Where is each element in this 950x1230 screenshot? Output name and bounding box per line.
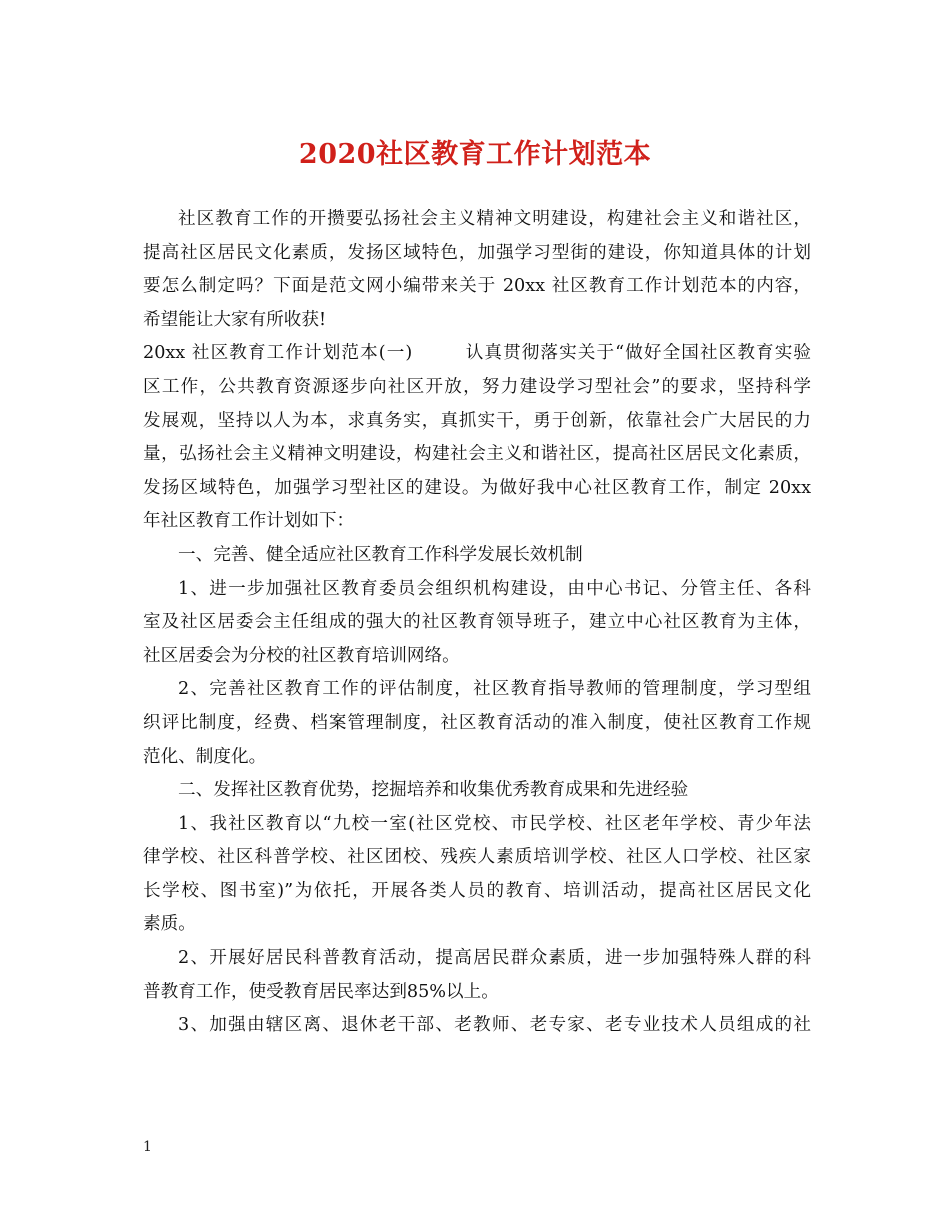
text-line: 2、完善社区教育工作的评估制度，社区教育指导教师的管理制度，学习型组: [178, 679, 811, 700]
text-line: 提高社区居民文化素质，发扬区域特色，加强学习型街的建设，你知道具体的计划: [143, 242, 811, 263]
text-line: 要怎么制定吗？下面是范文网小编带来关于 20xx 社区教育工作计划范本的内容，: [143, 276, 811, 297]
text-line: 室及社区居委会主任组成的强大的社区教育领导班子，建立中心社区教育为主体，: [143, 612, 811, 633]
text-line: 发展观，坚持以人为本，求真务实，真抓实干，勇于创新，依靠社会广大居民的力: [143, 410, 811, 431]
text-line: 长学校、图书室)”为依托，开展各类人员的教育、培训活动，提高社区居民文化: [143, 880, 811, 901]
text-line: 3、加强由辖区离、退休老干部、老教师、老专家、老专业技术人员组成的社: [178, 1015, 811, 1036]
text-line: 希望能让大家有所收获!: [143, 309, 327, 330]
text-line: 二、发挥社区教育优势，挖掘培养和收集优秀教育成果和先进经验: [178, 780, 689, 801]
page-number: 1: [143, 1139, 152, 1155]
text-line: 社区居委会为分校的社区教育培训网络。: [143, 645, 460, 666]
page-title: 2020社区教育工作计划范本: [298, 139, 652, 170]
text-line: 范化、制度化。: [143, 746, 267, 767]
text-line: 区工作，公共教育资源逐步向社区开放，努力建设学习型社会”的要求，坚持科学: [143, 376, 811, 397]
text-line: 1、我社区教育以“九校一室(社区党校、市民学校、社区老年学校、青少年法: [178, 813, 811, 834]
text-line: 普教育工作，使受教育居民率达到85%以上。: [143, 981, 499, 1002]
text-line: 一、完善、健全适应社区教育工作科学发展长效机制: [178, 544, 583, 565]
text-line: 2、开展好居民科普教育活动，提高居民群众素质，进一步加强特殊人群的科: [178, 948, 811, 969]
text-line: 织评比制度，经费、档案管理制度，社区教育活动的准入制度，使社区教育工作规: [143, 712, 811, 733]
text-line: 律学校、社区科普学校、社区团校、残疾人素质培训学校、社区人口学校、社区家: [143, 847, 811, 868]
text-line: 年社区教育工作计划如下：: [143, 511, 355, 532]
text-line: 素质。: [143, 914, 196, 935]
text-line: 1、进一步加强社区教育委员会组织机构建设，由中心书记、分管主任、各科: [178, 578, 811, 599]
text-line: 社区教育工作的开攒要弘扬社会主义精神文明建设，构建社会主义和谐社区，: [178, 209, 811, 229]
text-line: 20xx 社区教育工作计划范本(一) 认真贯彻落实关于“做好全国社区教育实验: [143, 343, 811, 364]
text-line: 量，弘扬社会主义精神文明建设，构建社会主义和谐社区，提高社区居民文化素质，: [143, 444, 811, 465]
document-body: [143, 203, 811, 1043]
text-line: 发扬区域特色，加强学习型社区的建设。为做好我中心社区教育工作，制定 20xx: [143, 477, 811, 498]
